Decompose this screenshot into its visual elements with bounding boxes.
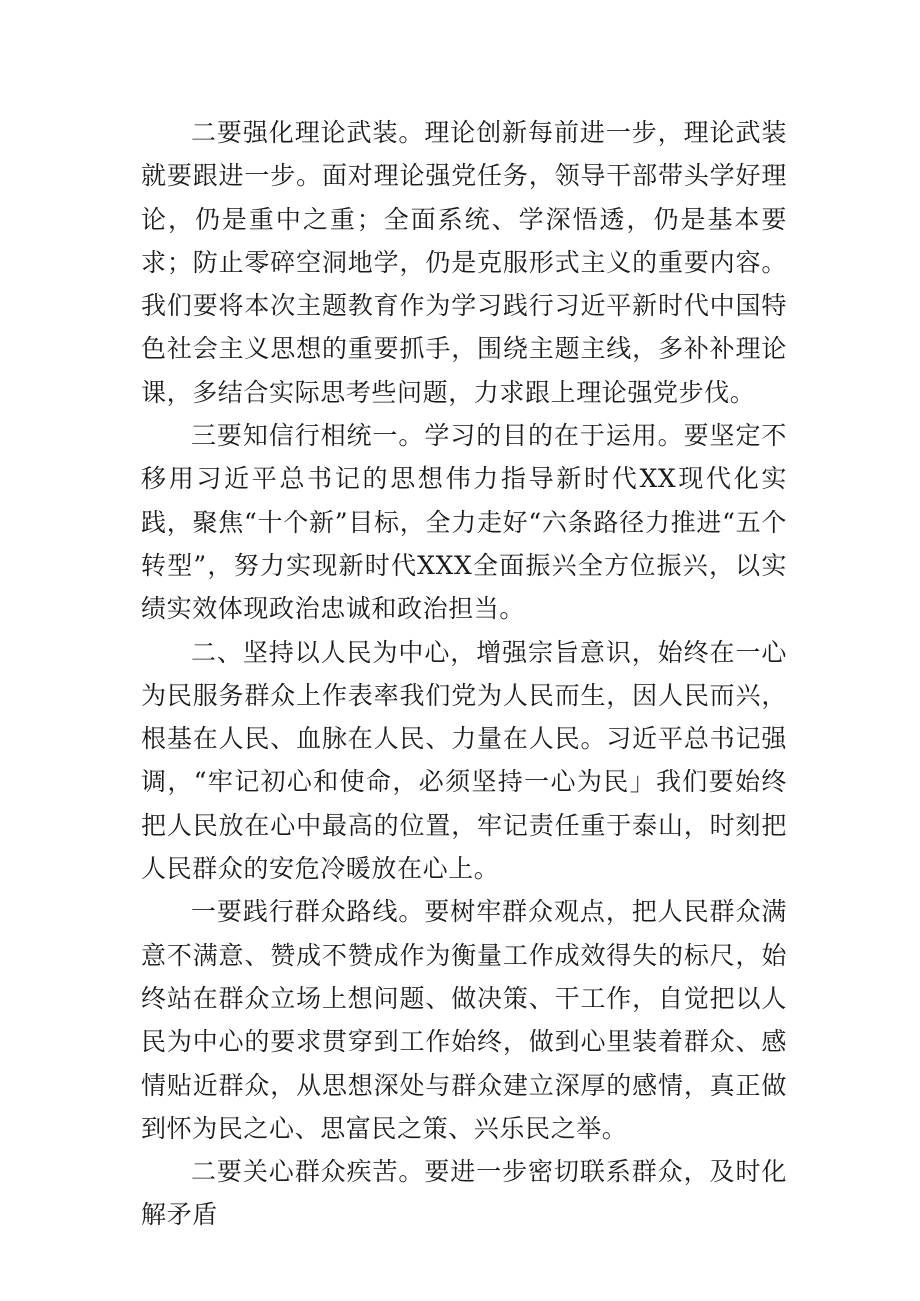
paragraph-people-centered: 二、坚持以人民为中心，增强宗旨意识，始终在一心为民服务群众上作表率我们党为人民而生，因人民而兴，根基在人民、血脉在人民、力量在人民。习近平总书记强调，“牢记初心和使命，必须坚持一心为民」我们要始终把人民放在心中最高的位置，牢记责任重于泰山，时刻把人民群众的安危冷暖放在心上。 <box>141 637 787 884</box>
paragraph-theory-armament: 二要强化理论武装。理论创新每前进一步，理论武装就要跟进一步。面对理论强党任务，领导干部带头学好理论，仍是重中之重；全面系统、学深悟透，仍是基本要求；防止零碎空洞地学，仍是克服形式主义的重要内容。我们要将本次主题教育作为学习践行习近平新时代中国特色社会主义思想的重要抓手，围绕主题主线，多补补理论课，多结合实际思考些问题，力求跟上理论强党步伐。 <box>141 118 787 407</box>
document-body <box>141 111 787 1237</box>
paragraph-care-for-masses: 二要关心群众疾苦。要进一步密切联系群众，及时化解矛盾 <box>141 1157 787 1230</box>
paragraph-knowledge-action-unity: 三要知信行相统一。学习的目的在于运用。要坚定不移用习近平总书记的思想伟力指导新时代XX现代化实践，聚焦“十个新”目标，全力走好“六条路径力推进“五个转型”，努力实现新时代XXX全面振兴全方位振兴，以实绩实效体现政治忠诚和政治担当。 <box>141 421 787 624</box>
paragraph-mass-line: 一要践行群众路线。要树牢群众观点，把人民群众满意不满意、赞成不赞成作为衡量工作成效得失的标尺，始终站在群众立场上想问题、做决策、干工作，自觉把以人民为中心的要求贯穿到工作始终，做到心里装着群众、感情贴近群众，从思想深处与群众建立深厚的感情，真正做到怀为民之心、思富民之策、兴乐民之举。 <box>141 897 787 1143</box>
